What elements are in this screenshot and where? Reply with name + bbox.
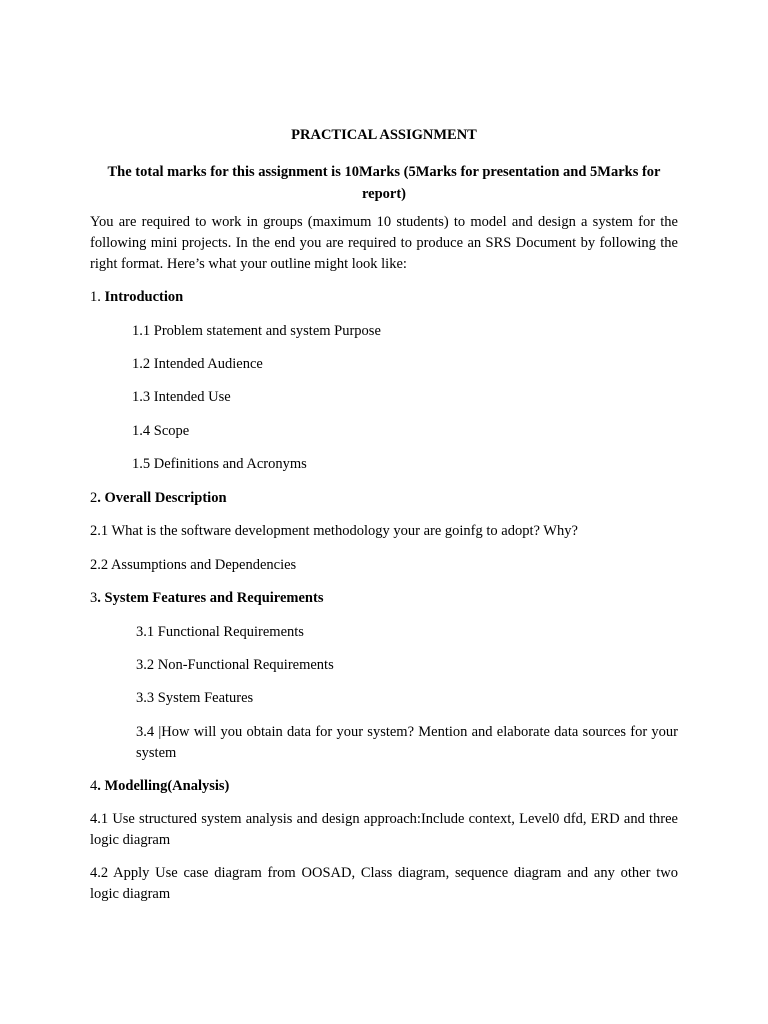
outline-item: 2.2 Assumptions and Dependencies [90,557,297,573]
outline-item: 3.1 Functional Requirements [136,624,304,640]
section-number: 2 [90,490,98,506]
intro-paragraph: You are required to work in groups (maximum 10 students) to model and design a system for the following mini projects. In the end you are required to produce an SRS Document by following the right format. Here’s what your outline might look like: [90,214,678,272]
section-title: . System Features and Requirements [97,590,324,606]
page-title: PRACTICAL ASSIGNMENT [291,127,477,143]
section-number: 1. [90,289,101,305]
section-heading-introduction [90,290,183,305]
outline-item: 3.2 Non-Functional Requirements [136,657,334,673]
outline-item: 3.4 |How will you obtain data for your system? Mention and elaborate data sources for your system [136,724,678,761]
section-heading-overall-description [90,491,227,506]
section-title: . Modelling(Analysis) [97,778,230,794]
section-number: 4 [90,778,98,794]
section-heading-modelling [90,779,229,794]
section-title: . Overall Description [97,490,227,506]
section-title: Introduction [104,289,184,305]
outline-item: 2.1 What is the software development methodology your are goinfg to adopt? Why? [90,523,578,539]
outline-item: 1.2 Intended Audience [132,356,263,372]
outline-item: 3.3 System Features [136,690,254,706]
outline-item: 4.1 Use structured system analysis and design approach:Include context, Level0 dfd, ERD and three logic diagram [90,811,678,848]
outline-item: 1.5 Definitions and Acronyms [132,456,307,472]
outline-item: 1.1 Problem statement and system Purpose [132,323,381,339]
marks-subtitle: The total marks for this assignment is 10Marks (5Marks for presentation and 5Marks for report) [107,164,661,202]
section-heading-system-features [90,591,323,606]
outline-item: 1.4 Scope [132,423,190,439]
outline-item: 1.3 Intended Use [132,389,231,405]
outline-item: 4.2 Apply Use case diagram from OOSAD, Class diagram, sequence diagram and any other two logic diagram [90,865,678,902]
section-number: 3 [90,590,98,606]
